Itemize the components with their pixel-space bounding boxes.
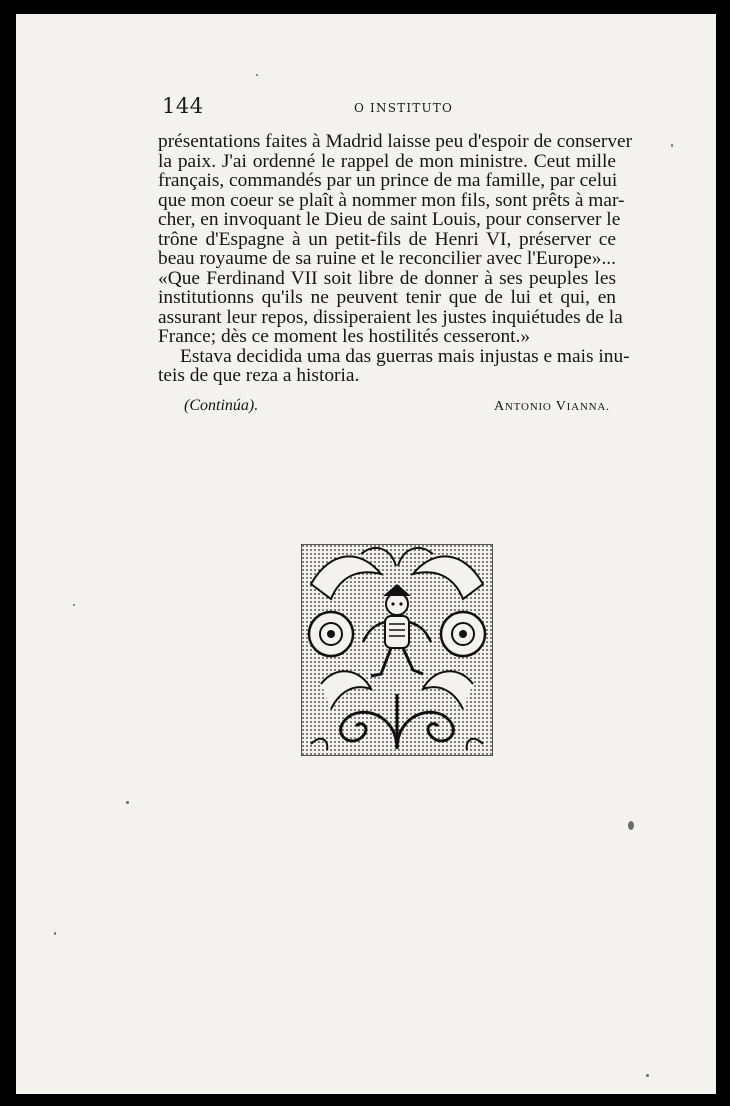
text-line: France; dès ce moment les hostilités cesseront.»	[158, 326, 531, 347]
speck	[126, 801, 129, 804]
running-title: O INSTITUTO	[354, 101, 454, 115]
text-line: teis de que reza a historia.	[158, 365, 360, 386]
text-line: que mon coeur se plaît à nommer mon fils, sont prêts à mar-	[158, 189, 625, 211]
author-first-rest: NTONIO	[504, 401, 552, 413]
speck	[646, 1074, 649, 1077]
text-line: «Que Ferdinand VII soit libre de donner à ses peuples les	[158, 267, 616, 289]
text-line: présentations faites à Madrid laisse peu d'espoir de conserver	[158, 131, 633, 152]
text-line: institutionns qu'ils ne peuvent tenir que de lui et qui, en	[158, 287, 616, 308]
author-initial: A	[494, 399, 505, 414]
speck	[628, 821, 634, 830]
body-text	[158, 131, 633, 386]
continua-note: (Continúa).	[184, 397, 259, 414]
author-last-rest: IANNA.	[566, 401, 610, 413]
text-line: cher, en invoquant le Dieu de saint Louis, pour conserver le	[158, 209, 621, 230]
author-name	[494, 399, 610, 415]
speck	[671, 144, 673, 147]
text-line: la paix. J'ai ordenné le rappel de mon ministre. Ceut mille	[158, 150, 616, 172]
page-number: 144	[162, 94, 204, 118]
text-line: français, commandés par un prince de ma famille, par celui	[158, 170, 618, 191]
running-header	[16, 94, 716, 120]
text-line: Estava decidida uma das guerras mais injustas e mais inu-	[180, 345, 630, 367]
speck	[73, 604, 75, 606]
text-line: assurant leur repos, dissiperaient les justes inquiétudes de la	[158, 306, 623, 328]
book-page	[16, 14, 716, 1094]
text-line: trône d'Espagne à un petit-fils de Henri VI, préserver ce	[158, 228, 616, 250]
text-line: beau royaume de sa ruine et le reconcilier avec l'Europe»...	[158, 248, 616, 269]
author-initial: V	[555, 399, 567, 414]
figure-in-foliage-ornament-icon	[301, 544, 493, 756]
speck	[256, 74, 258, 76]
speck	[54, 932, 56, 935]
